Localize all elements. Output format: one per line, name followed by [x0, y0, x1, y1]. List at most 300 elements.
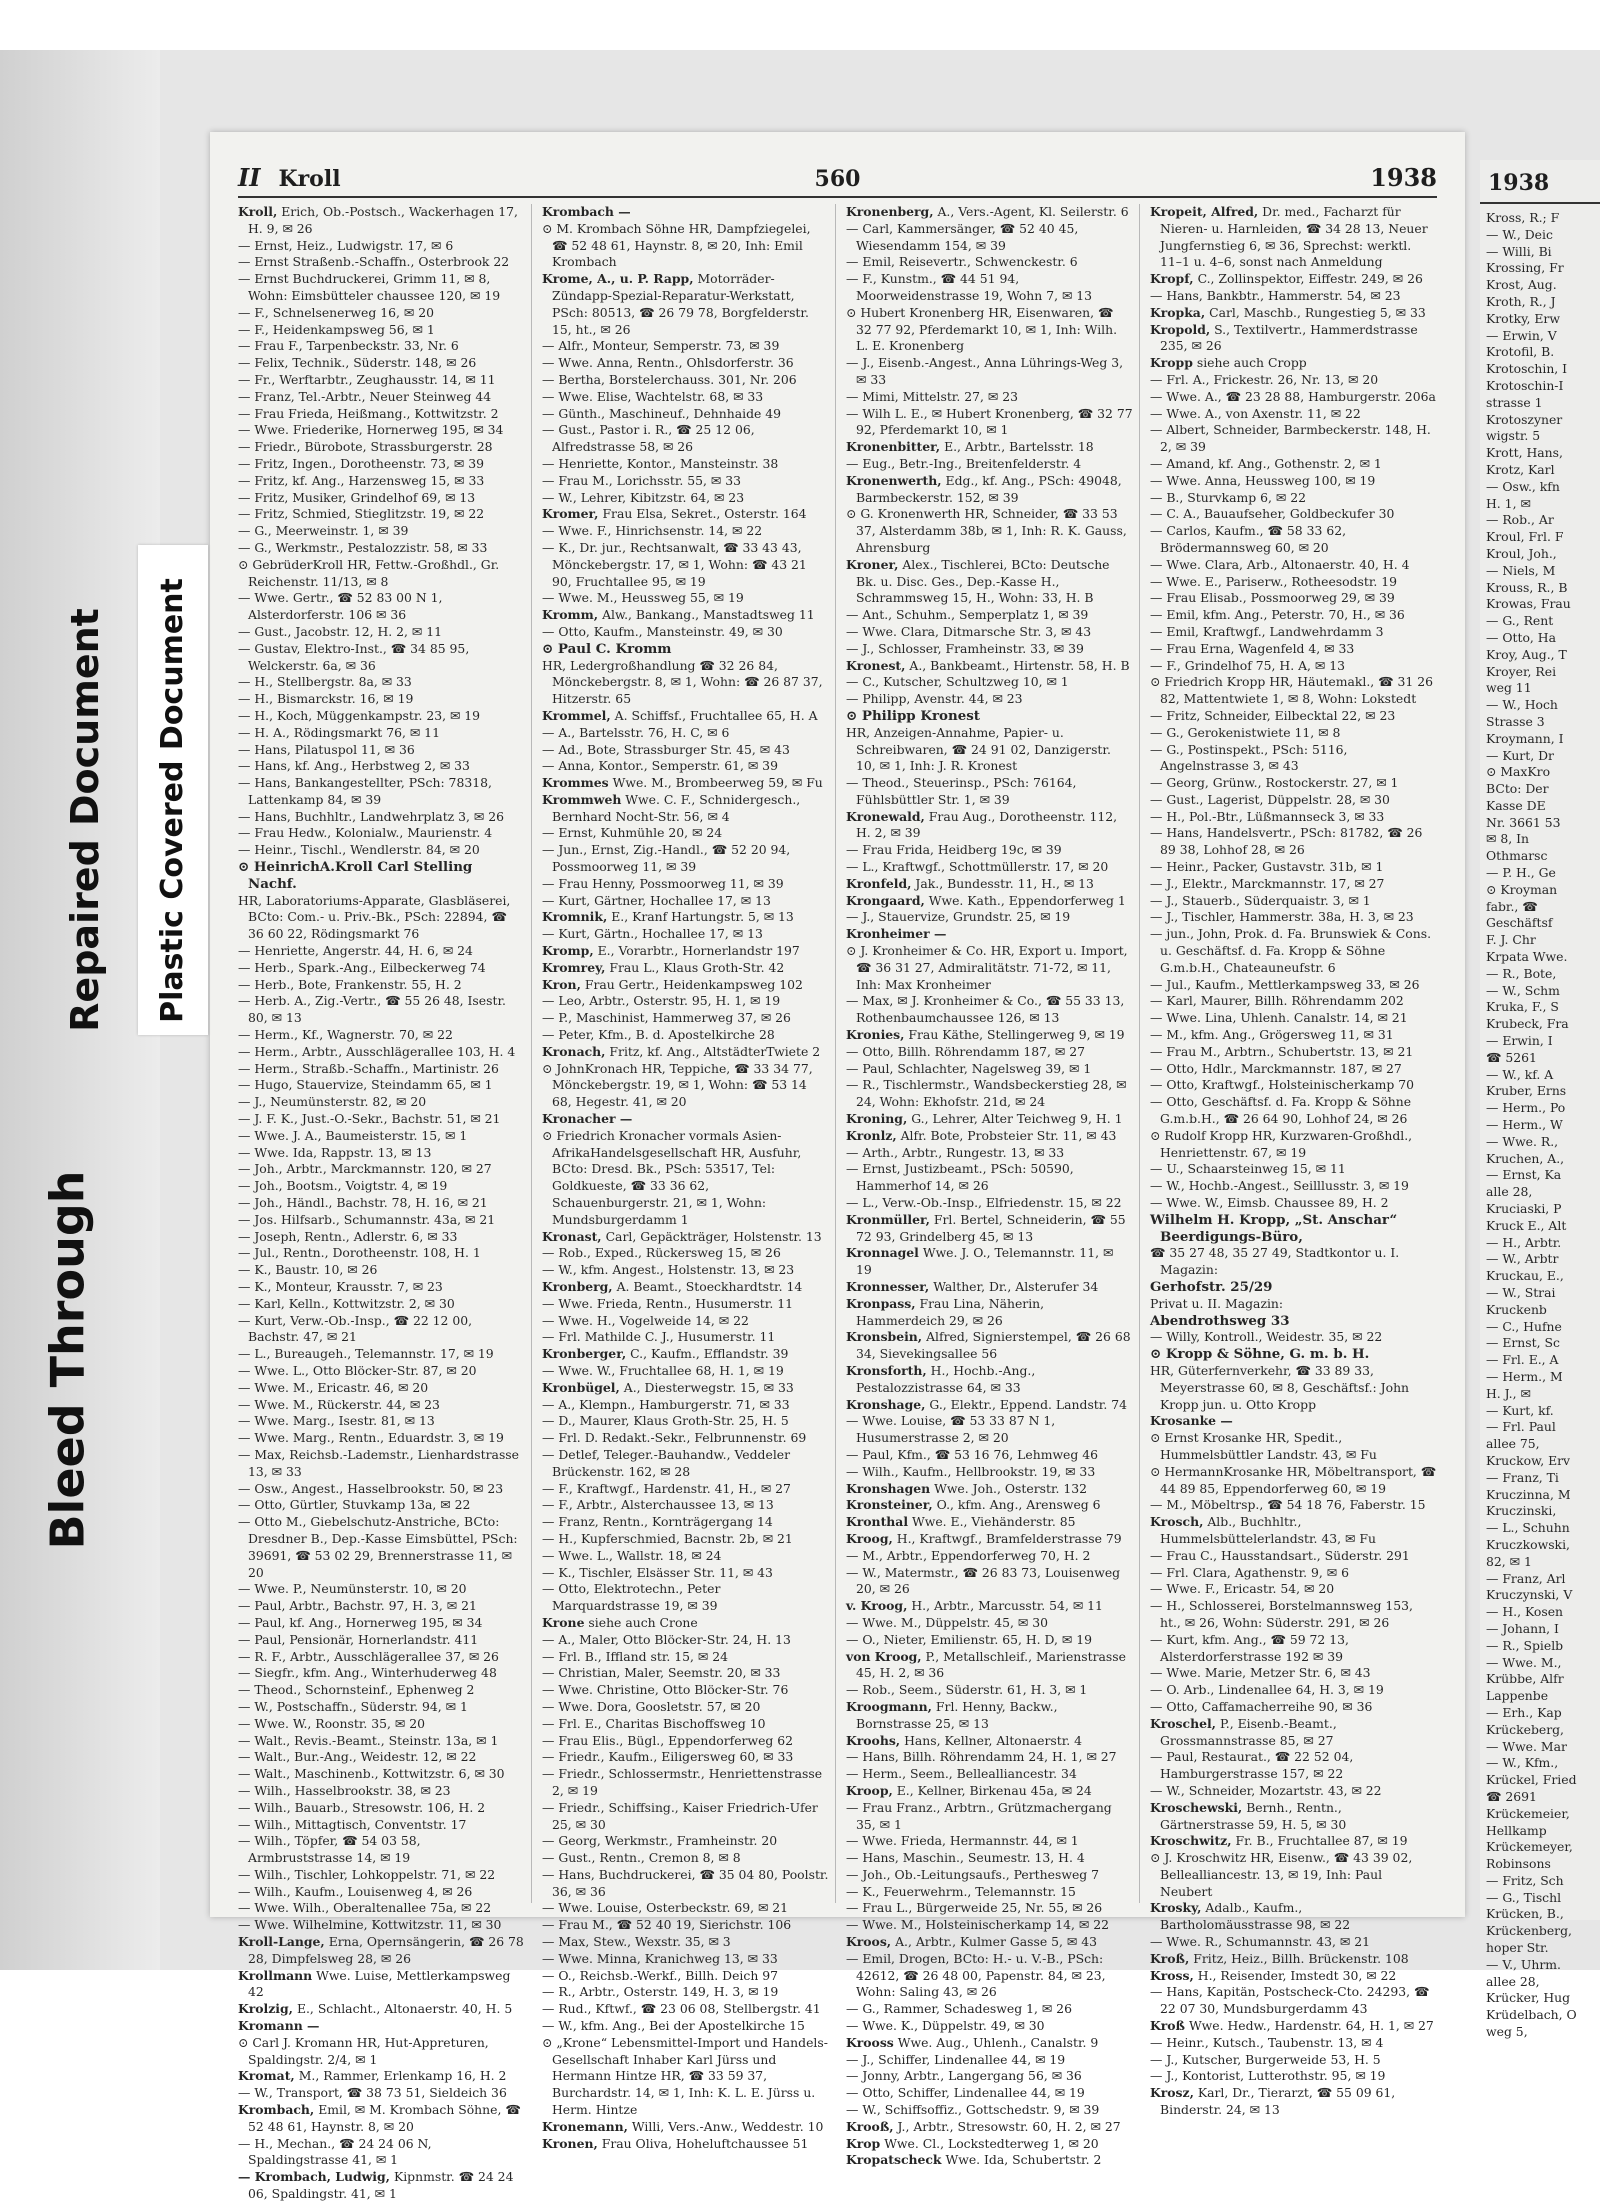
entry-text: Abendrothsweg 33	[1150, 1312, 1290, 1329]
entry-text: A., Diesterwegstr. 15, ✉ 33	[623, 1379, 794, 1395]
directory-entry	[238, 1665, 525, 1682]
entry-text: ⊙ Carl J. Kromann HR, Hut-Appreturen, Spaldingstr. 2/4, ✉ 1	[238, 2034, 489, 2067]
entry-text: Alfr. Bote, Probsteier Str. 11, ✉ 43	[900, 1127, 1117, 1143]
directory-entry	[542, 1531, 829, 1548]
next-page-fragment: Krotoschin, I	[1486, 361, 1568, 377]
entry-text: — Kurt, kfm. Ang., ☎ 59 72 13, Alsterdorferstrasse 192 ✉ 39	[1150, 1631, 1349, 1664]
next-page-fragment: Kasse DE	[1486, 797, 1546, 813]
next-page-fragment: — W., kf. A	[1486, 1066, 1554, 1082]
entry-surname: Kron,	[542, 976, 581, 992]
directory-entry	[542, 1917, 829, 1934]
directory-entry	[1150, 456, 1437, 473]
next-page-fragment: Krücken, B.,	[1486, 1906, 1564, 1922]
entry-text: — Friedr., Bürobote, Strassburgerstr. 28	[238, 439, 493, 455]
directory-entry	[846, 1682, 1133, 1699]
entry-text: E., Kranf Hartungstr. 5, ✉ 13	[611, 909, 794, 925]
entry-text: — Joseph, Rentn., Adlerstr. 6, ✉ 33	[238, 1228, 458, 1244]
next-page-fragment: Krotz, Karl	[1486, 461, 1555, 477]
directory-entry	[1150, 742, 1437, 776]
entry-text: E., Schlacht., Altonaerstr. 40, H. 5	[296, 2001, 513, 2017]
next-page-fragment: Krüdelbach, O	[1486, 2007, 1577, 2023]
directory-entry	[1150, 1984, 1437, 2018]
entry-text: — J., Stauervize, Grundstr. 25, ✉ 19	[846, 909, 1071, 925]
entry-text: — Wwe. Frieda, Hermannstr. 44, ✉ 1	[846, 1833, 1079, 1849]
entry-surname: Kronlz,	[846, 1127, 897, 1143]
entry-text: — M., Arbtr., Eppendorferweg 70, H. 2	[846, 1547, 1091, 1563]
directory-entry	[846, 1161, 1133, 1195]
directory-entry	[1150, 2035, 1437, 2052]
entry-text: — Heinr., Packer, Gustavstr. 31b, ✉ 1	[1150, 859, 1384, 875]
entry-text: — Fritz, kf. Ang., Harzensweg 15, ✉ 33	[238, 472, 485, 488]
next-page-fragment: — Wwe. R.,	[1486, 1133, 1559, 1149]
directory-entry	[238, 422, 525, 439]
directory-entry	[846, 1951, 1133, 2001]
entry-text: — Otto, Elektrotechn., Peter Marquardstrasse 19, ✉ 39	[542, 1581, 721, 1614]
directory-entry	[542, 1665, 829, 1682]
entry-surname: v. Kroog,	[846, 1598, 908, 1614]
directory-entry	[542, 708, 829, 725]
header-left	[238, 163, 341, 192]
next-page-fragment: — C., Hufne	[1486, 1318, 1562, 1334]
entry-text: ⊙ G. Kronenwerth HR, Schneider, ☎ 33 53 37, Alsterdamm 38b, ✉ 1, Inh: R. K. Gauss, Ahrensburg	[846, 506, 1127, 555]
directory-entry	[542, 2136, 829, 2153]
entry-text: — Frau Henny, Possmoorweg 11, ✉ 39	[542, 875, 784, 891]
next-page-fragment: Krost, Aug.	[1486, 277, 1557, 293]
entry-text: ⊙ Philipp Kronest	[846, 707, 980, 724]
directory-entry	[238, 1262, 525, 1279]
entry-text: — O., Nieter, Emilienstr. 65, H. D, ✉ 19	[846, 1631, 1093, 1647]
entry-text: — H., Kupferschmied, Bacnstr. 2b, ✉ 21	[542, 1530, 793, 1546]
next-page-fragment: Kruczinna, M	[1486, 1486, 1571, 1502]
directory-entry	[542, 271, 829, 338]
directory-entry	[846, 1884, 1133, 1901]
entry-text: — Siegfr., kfm. Ang., Winterhuderweg 48	[238, 1665, 497, 1681]
directory-entry	[1150, 204, 1437, 271]
directory-entry	[542, 1262, 829, 1279]
directory-entry	[542, 355, 829, 372]
directory-entry	[1150, 1161, 1437, 1178]
entry-surname: Kropold,	[1150, 321, 1211, 337]
next-page-fragment: — Erwin, V	[1486, 327, 1557, 343]
next-page-fragment: — Fritz, Sch	[1486, 1872, 1564, 1888]
next-page-fragment: 82, ✉ 1	[1486, 1553, 1532, 1569]
directory-entry	[1150, 2018, 1437, 2035]
entry-text: — A., Klempn., Hamburgerstr. 71, ✉ 33	[542, 1396, 790, 1412]
entry-text: — Gust., Rentn., Cremon 8, ✉ 8	[542, 1850, 741, 1866]
directory-entry	[846, 1548, 1133, 1565]
entry-surname: Kronemann,	[542, 2118, 628, 2134]
entry-surname: Kronheimer —	[846, 926, 947, 942]
entry-text: — Fr., Werftarbtr., Zeughausstr. 14, ✉ 11	[238, 371, 496, 387]
directory-entry	[542, 456, 829, 473]
entry-surname: Kroohs,	[846, 1732, 901, 1748]
entry-text: — H., Stellbergstr. 8a, ✉ 33	[238, 674, 412, 690]
entry-text: — Rud., Kftwf., ☎ 23 06 08, Stellbergstr. 41	[542, 2001, 821, 2017]
entry-text: Carl, Gepäckträger, Holstenstr. 13	[605, 1228, 822, 1244]
directory-entry	[1150, 893, 1437, 910]
entry-text: — Wilh., Bauarb., Stresowstr. 106, H. 2	[238, 1799, 486, 1815]
directory-entry	[238, 338, 525, 355]
entry-text: Frau Oliva, Hoheluftchaussee 51	[601, 2135, 809, 2151]
directory-entry	[542, 506, 829, 523]
entry-text: Edg., kf. Ang., PSch: 49048, Barmbeckerstr. 152, ✉ 39	[856, 472, 1122, 505]
entry-text: — Wwe. K., Düppelstr. 49, ✉ 30	[846, 2018, 1045, 2034]
entry-surname: Kronfeld,	[846, 875, 912, 891]
next-page-fragment: ☎ 2691	[1486, 1788, 1537, 1804]
entry-text: — Wwe. Anna, Heussweg 100, ✉ 19	[1150, 472, 1376, 488]
entry-text: Alw., Bankang., Manstadtsweg 11	[602, 607, 815, 623]
directory-entry	[846, 2001, 1133, 2018]
next-page-fragment: — Franz, Arl	[1486, 1570, 1566, 1586]
directory-entry	[1150, 355, 1437, 372]
directory-entry	[1150, 557, 1437, 574]
directory-entry	[542, 1850, 829, 1867]
directory-entry	[1150, 1665, 1437, 1682]
directory-entry	[846, 691, 1133, 708]
entry-text: — J., Kutscher, Burgerweide 53, H. 5	[1150, 2051, 1381, 2067]
next-page-fragment: Kroymann, I	[1486, 730, 1564, 746]
entry-text: — Jul., Rentn., Dorotheenstr. 108, H. 1	[238, 1245, 481, 1261]
entry-text: — Frau F., Tarpenbeckstr. 33, Nr. 6	[238, 338, 459, 354]
entry-text: — Joh., Ob.-Leitungsaufs., Perthesweg 7	[846, 1866, 1100, 1882]
next-page-fragment: — L., Schuhn	[1486, 1520, 1570, 1536]
directory-entry	[846, 1900, 1133, 1917]
entry-text: — Hans, Buchdruckerei, ☎ 35 04 80, Poolstr. 36, ✉ 36	[542, 1866, 829, 1899]
directory-entry	[846, 1615, 1133, 1632]
entry-surname: Kronewald,	[846, 808, 925, 824]
column-4	[1150, 204, 1443, 2118]
entry-text: — Wwe. Louise, ☎ 53 33 87 N 1, Husumerstrasse 2, ✉ 20	[846, 1413, 1056, 1446]
entry-text: ⊙ Friedrich Kropp HR, Häutemakl., ☎ 31 26 82, Mattentwiete 1, ✉ 8, Wohn: Lokstedt	[1150, 674, 1434, 707]
entry-text: — Wwe. Minna, Kranichweg 13, ✉ 33	[542, 1950, 778, 1966]
entry-text: ☎ 35 27 48, 35 27 49, Stadtkontor u. I. Magazin:	[1150, 1245, 1400, 1278]
directory-entry	[238, 1783, 525, 1800]
entry-text: — L., Verw.-Ob.-Insp., Elfriedenstr. 15, ✉ 22	[846, 1195, 1122, 1211]
directory-entry	[238, 960, 525, 977]
directory-entry	[238, 1447, 525, 1481]
directory-entry	[238, 322, 525, 339]
entry-text: — Peter, Kfm., B. d. Apostelkirche 28	[542, 1027, 775, 1043]
directory-entry	[846, 993, 1133, 1027]
entry-text: — Herm., Seem., Bellealliancestr. 34	[846, 1766, 1077, 1782]
directory-entry	[542, 1413, 829, 1430]
directory-entry	[846, 1245, 1133, 1279]
entry-text: — Frau Erna, Wagenfeld 4, ✉ 33	[1150, 640, 1355, 656]
entry-text: — Frau C., Hausstandsart., Süderstr. 291	[1150, 1547, 1410, 1563]
directory-entry	[542, 926, 829, 943]
next-page-fragment: — Herm., M	[1486, 1368, 1563, 1384]
next-page-fragment: Kruchen, A.,	[1486, 1150, 1565, 1166]
entry-text: — Carlos, Kaufm., ☎ 58 33 62, Brödermannsweg 60, ✉ 20	[1150, 523, 1347, 555]
directory-entry	[846, 1934, 1133, 1951]
entry-text: Dr. med., Facharzt für Nieren- u. Harnleiden, ☎ 34 28 13, Neuer Jungfernstieg 6, ✉ 36, Sprechst: werktl. 11–1 u. 4–6, sonst nach Anmeldung	[1160, 204, 1428, 270]
entry-text: ⊙ Friedrich Kronacher vormals Asien-AfrikaHandelsgesellschaft HR, Ausfuhr, BCto: Dresd. Bk., PSch: 53517, Tel: Goldkueste, ☎ 33 36 62, Schauenburgerstr. 21, ✉ 1, Wohn: Mundsburgerdamm 1	[542, 1127, 802, 1227]
entry-text: — Gust., Pastor i. R., ☎ 25 12 06, Alfredstrasse 58, ✉ 26	[542, 422, 755, 455]
entry-text: — Walt., Bur.-Ang., Weidestr. 12, ✉ 22	[238, 1749, 477, 1765]
entry-surname: Kronnagel	[846, 1245, 919, 1261]
entry-surname: Krosanke —	[1150, 1413, 1233, 1429]
entry-text: Emil, ✉ M. Krombach Söhne, ☎ 52 48 61, Haynstr. 8, ✉ 20	[248, 2102, 521, 2134]
entry-text: — Joh., Händl., Bachstr. 78, H. 16, ✉ 21	[238, 1195, 488, 1211]
entry-text: — F., Arbtr., Alsterchaussee 13, ✉ 13	[542, 1497, 774, 1513]
next-page-fragment: Kroth, R., J	[1486, 293, 1556, 309]
directory-entry	[1150, 926, 1437, 976]
directory-entry	[542, 1010, 829, 1027]
entry-text: — Friedr., Schiffsing., Kaiser Friedrich-Ufer 25, ✉ 30	[542, 1799, 818, 1832]
next-page-fragment: H. J., ✉	[1486, 1385, 1531, 1401]
entry-text: Karl, Dr., Tierarzt, ☎ 55 09 61, Binderstr. 24, ✉ 13	[1160, 2085, 1396, 2118]
entry-text: — Otto, Kraftwgf., Holsteinischerkamp 70	[1150, 1077, 1415, 1093]
directory-entry	[542, 1968, 829, 1985]
entry-text: Frau Aug., Dorotheenstr. 112, H. 2, ✉ 39	[856, 808, 1118, 841]
entry-text: — Anna, Kontor., Semperstr. 61, ✉ 39	[542, 758, 778, 774]
entry-surname: Kroschwitz,	[1150, 1833, 1232, 1849]
directory-entry	[1150, 825, 1437, 859]
entry-text: — Kurt, Verw.-Ob.-Insp., ☎ 22 12 00, Bachstr. 47, ✉ 21	[238, 1312, 473, 1345]
directory-entry	[1150, 1598, 1437, 1632]
entry-text: — Wwe. L., Otto Blöcker-Str. 87, ✉ 20	[238, 1362, 477, 1378]
directory-entry	[846, 557, 1133, 607]
entry-text: — Heinr., Tischl., Wendlerstr. 84, ✉ 20	[238, 842, 480, 858]
entry-text: — O., Reichsb.-Werkf., Billh. Deich 97	[542, 1967, 779, 1983]
directory-entry	[238, 1968, 525, 2002]
entry-text: — Max, Reichsb.-Lademstr., Lienhardstrasse 13, ✉ 33	[238, 1446, 519, 1479]
entry-surname: Kronast,	[542, 1228, 602, 1244]
directory-entry	[846, 658, 1133, 675]
next-page-fragment: weg 11	[1486, 680, 1532, 696]
entry-text: — Wilh., Mittagtisch, Conventstr. 17	[238, 1816, 467, 1832]
directory-entry	[1150, 1044, 1437, 1061]
entry-text: — Wwe. Marg., Rentn., Eduardstr. 3, ✉ 19	[238, 1430, 504, 1446]
entry-text: — Osw., Angest., Hasselbrookstr. 50, ✉ 23	[238, 1480, 504, 1496]
entry-text: H., Arbtr., Marcusstr. 54, ✉ 11	[911, 1598, 1103, 1614]
entry-text: — Max, Stew., Wexstr. 35, ✉ 3	[542, 1934, 731, 1950]
entry-surname: Kronnesser,	[846, 1279, 930, 1294]
directory-entry	[542, 2001, 829, 2018]
directory-entry	[542, 1733, 829, 1750]
entry-surname: Kromp,	[542, 943, 594, 959]
directory-entry	[846, 1363, 1133, 1397]
directory-entry	[542, 2018, 829, 2035]
entry-surname: Kronacher —	[542, 1111, 633, 1127]
directory-entry	[542, 338, 829, 355]
entry-text: — Georg, Werkmstr., Framheinstr. 20	[542, 1833, 778, 1849]
directory-entry	[1150, 288, 1437, 305]
next-page-fragment: weg 5,	[1486, 2024, 1528, 2040]
entry-text: — A., Maler, Otto Blöcker-Str. 24, H. 13	[542, 1631, 791, 1647]
entry-text: — Kurt, Gärtn., Hochallee 17, ✉ 13	[542, 926, 763, 942]
entry-text: — Hans, Bankangestellter, PSch: 78318, Lattenkamp 84, ✉ 39	[238, 775, 492, 807]
directory-entry	[542, 1984, 829, 2001]
next-page-fragment: Nr. 3661 53	[1486, 814, 1561, 830]
directory-entry	[1150, 1430, 1437, 1464]
entry-text: Gerhofstr. 25/29	[1150, 1279, 1273, 1295]
entry-text: E., Vorarbtr., Hornerlandstr 197	[597, 943, 800, 959]
directory-entry	[846, 607, 1133, 624]
entry-surname: Kroop,	[846, 1782, 893, 1798]
next-page-fragment: strasse 1	[1486, 394, 1543, 410]
directory-entry	[542, 1027, 829, 1044]
directory-entry	[238, 2136, 525, 2170]
entry-text: — Wwe. Friederike, Hornerweg 195, ✉ 34	[238, 422, 504, 438]
entry-text: — Paul, Restaurat., ☎ 22 52 04, Hamburgerstrasse 157, ✉ 22	[1150, 1749, 1354, 1782]
entry-surname: Krome, A., u. P. Rapp,	[542, 271, 694, 287]
entry-text: G., Elektr., Eppend. Landstr. 74	[929, 1396, 1127, 1412]
entry-text: — Max, ✉ J. Kronheimer & Co., ☎ 55 33 13, Rothenbaumchaussee 126, ✉ 13	[846, 993, 1125, 1026]
directory-entry	[1150, 473, 1437, 490]
entry-text: — Carl, Kammersänger, ☎ 52 40 45, Wiesendamm 154, ✉ 39	[846, 220, 1079, 253]
entry-text: — Willy, Kontroll., Weidestr. 35, ✉ 22	[1150, 1329, 1383, 1345]
entry-surname: Kronenwerth,	[846, 472, 942, 488]
directory-entry	[1150, 1699, 1437, 1716]
directory-entry	[846, 1833, 1133, 1850]
entry-text: — Albert, Schneider, Barmbeckerstr. 148, H. 2, ✉ 39	[1150, 422, 1431, 455]
entry-surname: von Kroog,	[846, 1648, 922, 1664]
entry-text: Alex., Tischlerei, BCto: Deutsche Bk. u. Disc. Ges., Dep.-Kasse H., Schrammsweg 15, H., Wohn: 33, H. B	[856, 556, 1110, 606]
entry-text: — Paul, Pensionär, Hornerlandstr. 411	[238, 1631, 479, 1647]
directory-entry	[846, 1783, 1133, 1800]
entry-text: — Frau M., Lorichsstr. 55, ✉ 33	[542, 472, 742, 488]
entry-text: — L., Kraftwgf., Schottmüllerstr. 17, ✉ 20	[846, 859, 1109, 875]
directory-entry	[846, 1027, 1133, 1044]
directory-entry	[846, 859, 1133, 876]
directory-entry	[238, 1884, 525, 1901]
next-page-fragment: Krpata Wwe.	[1486, 949, 1568, 965]
entry-surname: Kronies,	[846, 1027, 905, 1043]
next-page-fragment: Krückemeier,	[1486, 1805, 1570, 1821]
directory-entry	[542, 758, 829, 775]
next-page-fragment: ✉ 8, In	[1486, 831, 1529, 847]
next-page-fragment: Robinsons	[1486, 1856, 1551, 1872]
entry-surname: Kroos,	[846, 1934, 892, 1950]
entry-text: — R., Arbtr., Osterstr. 149, H. 3, ✉ 19	[542, 1984, 779, 2000]
directory-entry	[238, 1800, 525, 1817]
directory-entry	[238, 758, 525, 775]
entry-text: Wwe. Cl., Lockstedterweg 1, ✉ 20	[884, 2135, 1099, 2151]
entry-text: Wwe. Kath., Eppendorferweg 1	[928, 892, 1126, 908]
entry-text: — Hans, Kapitän, Postscheck-Cto. 24293, ☎ 22 07 30, Mundsburgerdamm 43	[1150, 1984, 1430, 2017]
entry-text: — Emil, kfm. Ang., Peterstr. 70, H., ✉ 36	[1150, 607, 1405, 623]
entry-text: — J., Schiffer, Lindenallee 44, ✉ 19	[846, 2051, 1066, 2067]
next-page-fragment: — Herm., Po	[1486, 1100, 1566, 1116]
directory-entry	[846, 1598, 1133, 1615]
directory-entry	[542, 1699, 829, 1716]
entry-text: — Friedr., Schlossermstr., Henriettenstrasse 2, ✉ 19	[542, 1766, 823, 1798]
directory-entry	[238, 893, 525, 943]
directory-entry	[846, 2119, 1133, 2136]
directory-entry	[542, 1749, 829, 1766]
directory-entry	[846, 204, 1133, 221]
entry-text: — Otto, Billh. Röhrendamm 187, ✉ 27	[846, 1043, 1086, 1059]
entry-surname: Kromann —	[238, 2018, 320, 2034]
directory-entry	[238, 641, 525, 675]
entry-text: — Wwe. A., ☎ 23 28 88, Hamburgerstr. 206a	[1150, 388, 1436, 404]
entry-text: — K., Feuerwehrm., Telemannstr. 15	[846, 1883, 1076, 1899]
directory-entry	[238, 1111, 525, 1128]
directory-entry	[238, 439, 525, 456]
directory-entry	[238, 708, 525, 725]
entry-text: M., Rammer, Erlenkamp 16, H. 2	[298, 2068, 507, 2084]
directory-entry	[238, 725, 525, 742]
entry-text: — Wwe. Christine, Otto Blöcker-Str. 76	[542, 1682, 789, 1698]
directory-entry	[238, 1296, 525, 1313]
entry-text: — Wwe. Ida, Rappstr. 13, ✉ 13	[238, 1144, 432, 1160]
next-page-fragment: Kruckenb	[1486, 1301, 1547, 1317]
directory-entry	[542, 1044, 829, 1061]
entry-text: — L., Bureaugeh., Telemannstr. 17, ✉ 19	[238, 1346, 494, 1362]
entry-text: — F., Grindelhof 75, H. A, ✉ 13	[1150, 657, 1346, 673]
directory-entry	[542, 1363, 829, 1380]
entry-text: — Otto, Schiffer, Lindenallee 44, ✉ 19	[846, 2085, 1085, 2101]
directory-entry	[846, 943, 1133, 993]
directory-entry	[238, 523, 525, 540]
next-page-fragment: Kruciaski, P	[1486, 1201, 1562, 1217]
entry-surname: Kronen,	[542, 2135, 598, 2151]
entry-text: — Wwe. F., Hinrichsenstr. 14, ✉ 22	[542, 523, 763, 539]
entry-text: — W., Schneider, Mozartstr. 43, ✉ 22	[1150, 1782, 1382, 1798]
directory-entry	[1150, 1682, 1437, 1699]
directory-entry	[238, 1716, 525, 1733]
entry-surname: Kroß,	[1150, 1950, 1190, 1966]
directory-entry	[846, 725, 1133, 775]
entry-text: — Frau Franz., Arbtrn., Grützmachergang 35, ✉ 1	[846, 1799, 1112, 1832]
next-page-year: 1938	[1488, 170, 1550, 196]
next-page-fragment: BCto: Der	[1486, 781, 1549, 797]
entry-text: — Wwe. W., Fruchtallee 68, H. 1, ✉ 19	[542, 1362, 784, 1378]
directory-entry	[238, 1313, 525, 1347]
directory-entry	[542, 960, 829, 977]
directory-entry	[846, 1649, 1133, 1683]
directory-entry	[1150, 624, 1437, 641]
directory-entry	[238, 1497, 525, 1514]
entry-text: — Frau Frieda, Heißmang., Kottwitzstr. 2	[238, 405, 499, 421]
directory-entry	[1150, 674, 1437, 708]
directory-entry	[846, 406, 1133, 440]
directory-entry	[846, 1699, 1133, 1733]
directory-entry	[542, 775, 829, 792]
directory-entry	[846, 389, 1133, 406]
entry-text: ⊙ Paul C. Kromm	[542, 640, 672, 657]
directory-entry	[542, 1682, 829, 1699]
directory-entry	[542, 1565, 829, 1582]
directory-entry	[542, 1397, 829, 1414]
directory-entry	[846, 2052, 1133, 2069]
entry-surname: Kromer,	[542, 506, 599, 522]
directory-entry	[238, 1145, 525, 1162]
entry-text: Willi, Vers.-Anw., Weddestr. 10	[631, 2118, 824, 2134]
entry-text: J., Arbtr., Stresowstr. 60, H. 2, ✉ 27	[897, 2118, 1121, 2134]
directory-entry	[1150, 1363, 1437, 1413]
entry-text: ⊙ GebrüderKroll HR, Fettw.-Großhdl., Gr. Reichenstr. 11/13, ✉ 8	[238, 556, 500, 589]
entry-text: — A., Bartelsstr. 76, H. C, ✉ 6	[542, 724, 730, 740]
directory-entry	[846, 355, 1133, 389]
entry-text: — Walt., Maschinenb., Kottwitzstr. 6, ✉ 30	[238, 1766, 505, 1782]
directory-entry	[1150, 1329, 1437, 1346]
directory-entry	[238, 1649, 525, 1666]
directory-entry	[1150, 1464, 1437, 1498]
entry-text: Frau Käthe, Stellingerweg 9, ✉ 19	[908, 1027, 1125, 1043]
directory-entry	[542, 221, 829, 271]
entry-text: — Wwe. E., Pariserw., Rotheesodstr. 19	[1150, 573, 1398, 589]
next-page-fragment: Krückemeyer,	[1486, 1839, 1573, 1855]
entry-text: — Frl. Mathilde C. J., Husumerstr. 11	[542, 1329, 776, 1345]
entry-text: — R. F., Arbtr., Ausschlägerallee 37, ✉ 26	[238, 1648, 499, 1664]
directory-entry	[238, 1027, 525, 1044]
directory-entry	[846, 1413, 1133, 1447]
entry-text: — Wwe. M., Düppelstr. 45, ✉ 30	[846, 1614, 1048, 1630]
entry-text: P., Eisenb.-Beamt., Grossmannstrasse 85, ✉ 27	[1160, 1715, 1337, 1748]
directory-entry	[846, 1514, 1133, 1531]
